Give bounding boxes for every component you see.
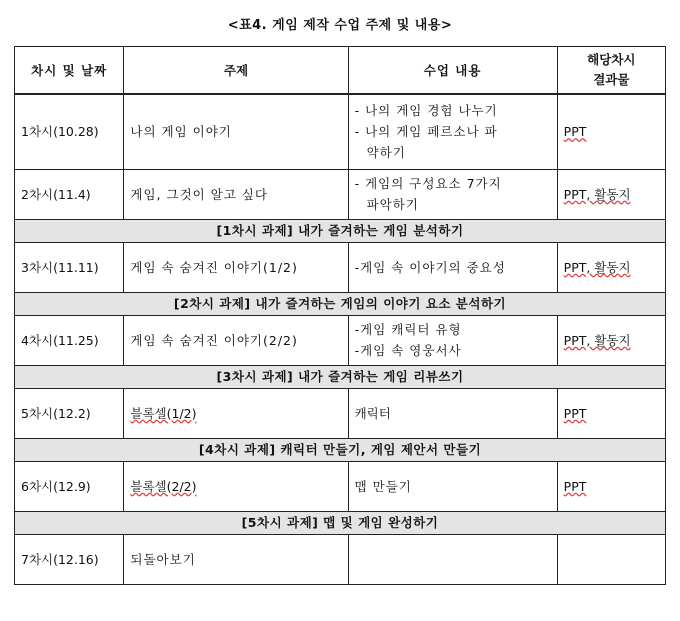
task-cell: [5차시 과제] 맵 및 게임 완성하기: [15, 511, 666, 534]
output-cell: PPT: [557, 94, 665, 169]
task-row: [15, 365, 666, 388]
task-row: [15, 511, 666, 534]
header-topic: 주제: [124, 47, 348, 95]
task-cell: [4차시 과제] 캐릭터 만들기, 게임 제안서 만들기: [15, 438, 666, 461]
task-cell: [1차시 과제] 내가 즐겨하는 게임 분석하기: [15, 219, 666, 242]
output-cell: PPT: [557, 461, 665, 511]
content-cell: - 게임의 구성요소 7가지 파악하기: [348, 169, 557, 219]
content-cell: -게임 캐릭터 유형 -게임 속 영웅서사: [348, 315, 557, 365]
table-row: [15, 242, 666, 292]
output-cell: PPT: [557, 388, 665, 438]
session-cell: 2차시(11.4): [15, 169, 124, 219]
output-cell: PPT, 활동지: [557, 169, 665, 219]
topic-cell: 블록셀(1/2): [124, 388, 348, 438]
content-cell: 캐릭터: [348, 388, 557, 438]
session-cell: 6차시(12.9): [15, 461, 124, 511]
header-row: [15, 47, 666, 95]
table-row: [15, 534, 666, 584]
output-cell: PPT, 활동지: [557, 242, 665, 292]
output-cell: [557, 534, 665, 584]
table-row: [15, 388, 666, 438]
header-session: 차시 및 날짜: [15, 47, 124, 95]
topic-cell: 나의 게임 이야기: [124, 94, 348, 169]
topic-cell: 게임, 그것이 알고 싶다: [124, 169, 348, 219]
table-caption: <표4. 게임 제작 수업 주제 및 내용>: [227, 18, 453, 33]
session-cell: 7차시(12.16): [15, 534, 124, 584]
output-cell: PPT, 활동지: [557, 315, 665, 365]
header-output: 해당차시 결과물: [557, 47, 665, 95]
table-row: [15, 315, 666, 365]
header-content: 수업 내용: [348, 47, 557, 95]
table-row: [15, 94, 666, 169]
content-cell: [348, 534, 557, 584]
content-cell: - 나의 게임 경험 나누기 - 나의 게임 페르소나 파 약하기: [348, 94, 557, 169]
task-row: [15, 292, 666, 315]
session-cell: 5차시(12.2): [15, 388, 124, 438]
task-cell: [2차시 과제] 내가 즐겨하는 게임의 이야기 요소 분석하기: [15, 292, 666, 315]
session-cell: 1차시(10.28): [15, 94, 124, 169]
topic-cell: 되돌아보기: [124, 534, 348, 584]
table-row: [15, 461, 666, 511]
topic-cell: 블록셀(2/2): [124, 461, 348, 511]
session-cell: 3차시(11.11): [15, 242, 124, 292]
session-cell: 4차시(11.25): [15, 315, 124, 365]
content-cell: -게임 속 이야기의 중요성: [348, 242, 557, 292]
topic-cell: 게임 속 숨겨진 이야기(2/2): [124, 315, 348, 365]
content-cell: 맵 만들기: [348, 461, 557, 511]
task-cell: [3차시 과제] 내가 즐겨하는 게임 리뷰쓰기: [15, 365, 666, 388]
task-row: [15, 219, 666, 242]
table-row: [15, 169, 666, 219]
topic-cell: 게임 속 숨겨진 이야기(1/2): [124, 242, 348, 292]
lesson-table: [14, 46, 666, 585]
task-row: [15, 438, 666, 461]
